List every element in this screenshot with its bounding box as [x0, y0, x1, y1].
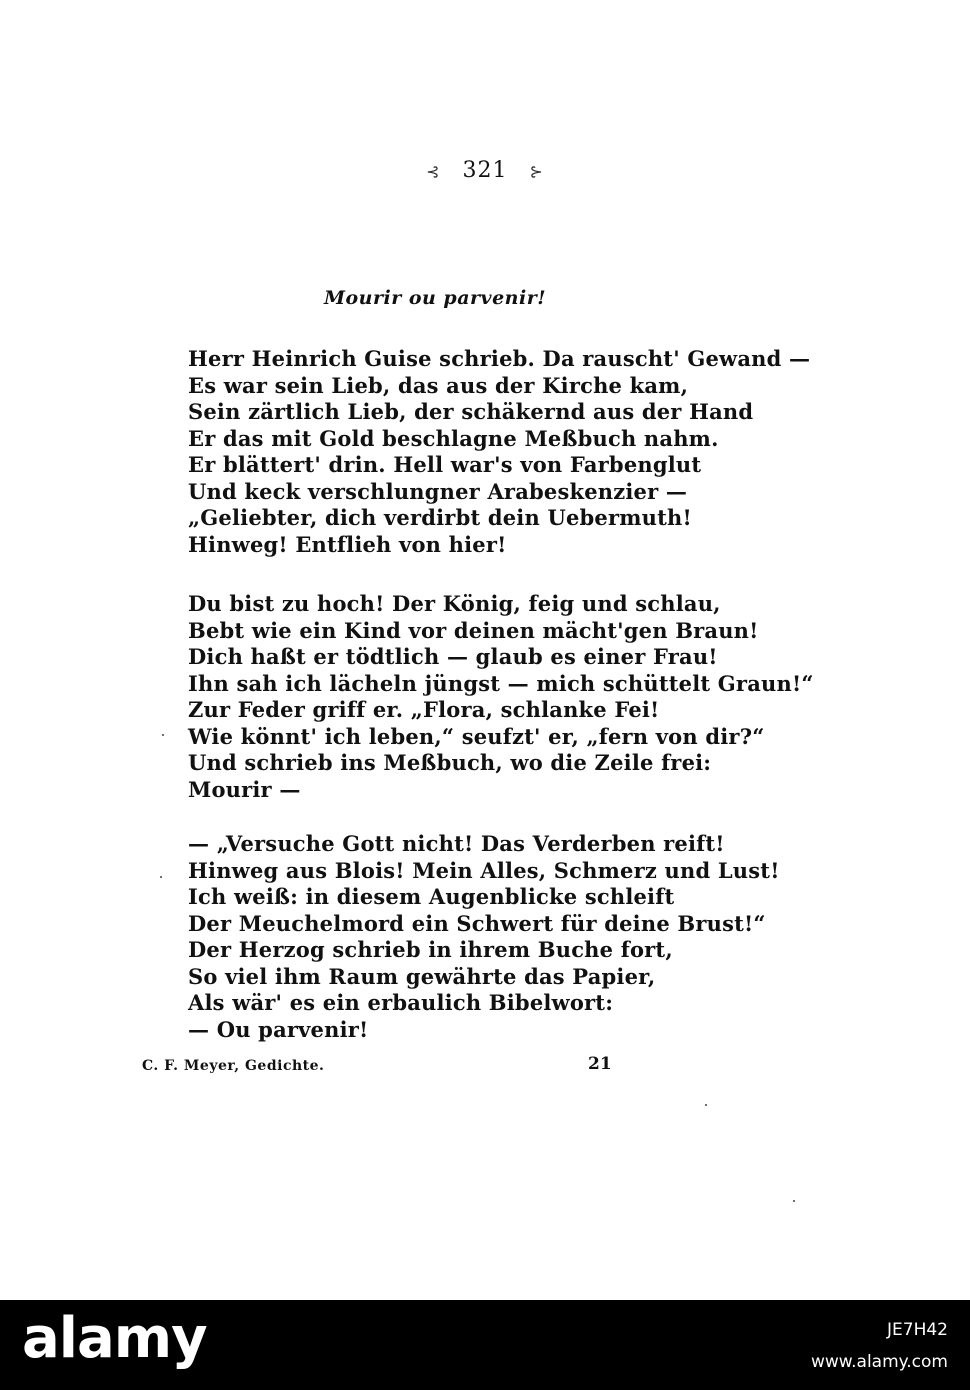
- poem-line: So viel ihm Raum gewährte das Papier,: [188, 963, 656, 989]
- brand-logo: alamy: [22, 1306, 207, 1371]
- stanza-2: [188, 591, 814, 803]
- poem-line: Hinweg! Entflieh von hier!: [188, 531, 507, 557]
- image-id: JE7H42: [887, 1320, 948, 1340]
- poem-line: Hinweg aus Blois! Mein Alles, Schmerz und Lust!: [188, 857, 780, 883]
- poem-line: Herr Heinrich Guise schrieb. Da rauscht' Gewand —: [188, 346, 811, 371]
- page-number-header: [0, 158, 970, 183]
- ornament-left-icon: ⊰: [426, 162, 441, 181]
- poem-line: „Geliebter, dich verdirbt dein Uebermuth!: [188, 505, 692, 530]
- poem-line: Ihn sah ich lächeln jüngst — mich schüttelt Graun!“: [188, 670, 814, 696]
- print-speck: [793, 1200, 795, 1202]
- page-number: 321: [462, 158, 508, 183]
- poem-title: Mourir ou parvenir!: [323, 287, 547, 309]
- poem-line: Zur Feder griff er. „Flora, schlanke Fei!: [188, 697, 660, 722]
- poem-line: Wie könnt' ich leben,“ seufzt' er, „fern von dir?“: [188, 723, 765, 749]
- site-url: www.alamy.com: [810, 1352, 948, 1372]
- print-speck: [162, 734, 164, 736]
- stanza-1: [188, 346, 810, 558]
- poem-line: — Ou parvenir!: [188, 1016, 369, 1042]
- poem-line: Mourir —: [188, 776, 301, 802]
- print-speck: [705, 1104, 707, 1106]
- poem-line: Und schrieb ins Meßbuch, wo die Zeile frei:: [188, 750, 712, 775]
- poem-line: Als wär' es ein erbaulich Bibelwort:: [188, 990, 614, 1015]
- poem-line: — „Versuche Gott nicht! Das Verderben reift!: [188, 831, 725, 856]
- footer-author-title: C. F. Meyer, Gedichte.: [142, 1058, 325, 1074]
- ornament-right-icon: ⊱: [529, 162, 544, 181]
- poem-line: Der Herzog schrieb in ihrem Buche fort,: [188, 937, 673, 962]
- poem-line: Es war sein Lieb, das aus der Kirche kam,: [188, 372, 689, 398]
- poem-line: Der Meuchelmord ein Schwert für deine Brust!“: [188, 910, 766, 936]
- poem-line: Und keck verschlungner Arabeskenzier —: [188, 478, 688, 504]
- poem-line: Er blättert' drin. Hell war's von Farbenglut: [188, 452, 702, 477]
- stanza-3: [188, 831, 780, 1043]
- print-speck: [160, 876, 162, 878]
- poem-line: Ich weiß: in diesem Augenblicke schleift: [188, 884, 675, 909]
- poem-line: Dich haßt er tödtlich — glaub es einer Frau!: [188, 644, 718, 669]
- poem-line: Du bist zu hoch! Der König, feig und schlau,: [188, 591, 721, 616]
- poem-line: Bebt wie ein Kind vor deinen mächt'gen Braun!: [188, 617, 759, 643]
- footer-signature-mark: 21: [588, 1054, 612, 1074]
- watermark-banner: [0, 1300, 970, 1390]
- poem-line: Er das mit Gold beschlagne Meßbuch nahm.: [188, 425, 719, 451]
- poem-line: Sein zärtlich Lieb, der schäkernd aus der Hand: [188, 399, 754, 424]
